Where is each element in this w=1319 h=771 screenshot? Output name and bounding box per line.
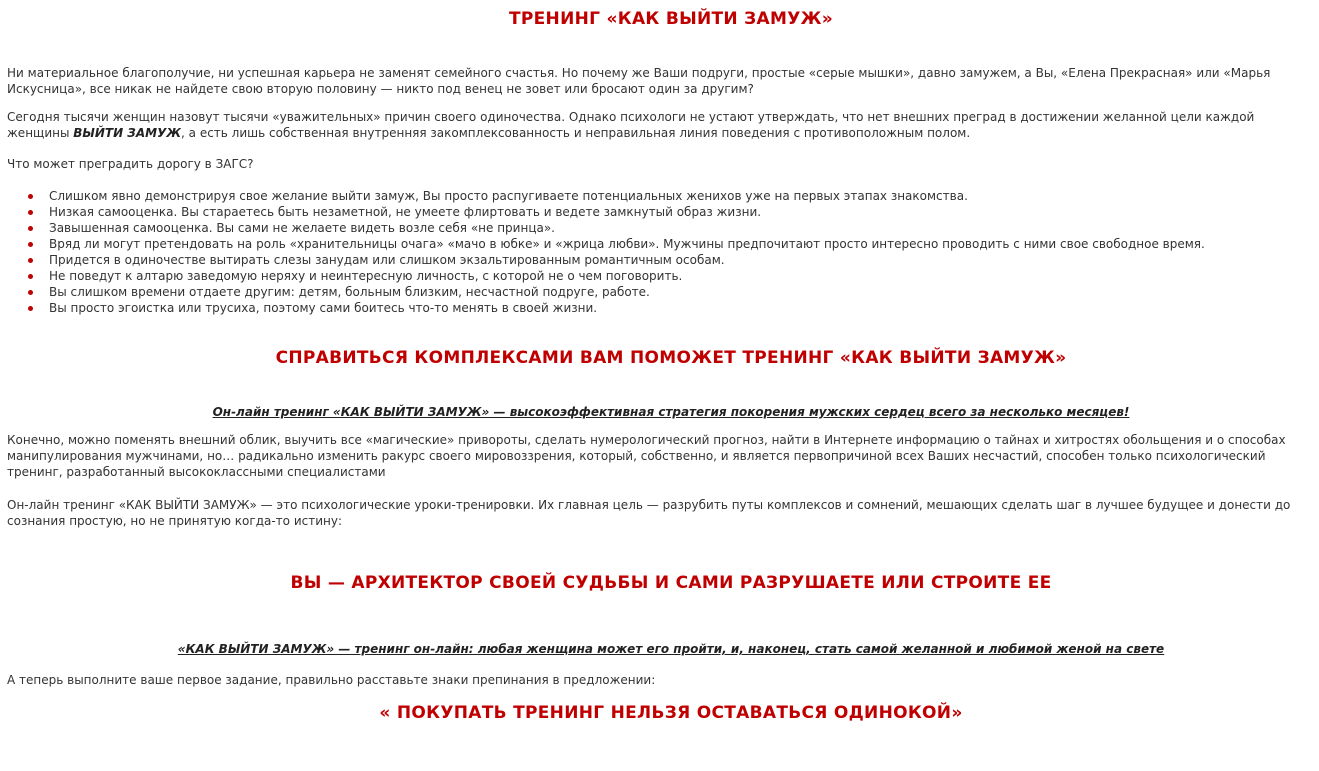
body-paragraph-2: Он-лайн тренинг «КАК ВЫЙТИ ЗАМУЖ» — это психологические уроки-тренировки. Их главная цель — разрубить путы комплексов и сомнений, мешающих сделать шаг в лучшее будущее и донести до сознания простую, но не принятую когда-то истину: (7, 498, 1291, 528)
list-item-text: Вы просто эгоистка или трусиха, поэтому сами боитесь что-то менять в своей жизни. (49, 301, 598, 315)
page-title: ТРЕНИНГ «КАК ВЫЙТИ ЗАМУЖ» (508, 9, 834, 29)
question-text: Что может преградить дорогу в ЗАГС? (7, 157, 254, 171)
list-item (7, 268, 1205, 284)
bullet-icon (28, 242, 33, 247)
reasons-list (7, 188, 1205, 316)
intro-paragraph: Ни материальное благополучие, ни успешная карьера не заменят семейного счастья. Но почему же Ваши подруги, простые «серые мышки», давно замужем, а Вы, «Елена Прекрасная» или «Марья Искусница», все никак не найдете свою вторую половину — никто под венец не зовет или бросают один за другим? (7, 66, 1271, 96)
bullet-icon (28, 194, 33, 199)
list-item (7, 252, 1205, 268)
bullet-icon (28, 226, 33, 231)
section-heading-complexes: СПРАВИТЬСЯ КОМПЛЕКСАМИ ВАМ ПОМОЖЕТ ТРЕНИНГ «КАК ВЫЙТИ ЗАМУЖ» (275, 348, 1067, 368)
list-item (7, 284, 1205, 300)
list-item (7, 300, 1205, 316)
bullet-icon (28, 210, 33, 215)
list-item-text: Придется в одиночестве вытирать слезы занудам или слишком экзальтированным романтичным особам. (49, 253, 725, 267)
bullet-icon (28, 290, 33, 295)
tagline-strategy: Он-лайн тренинг «КАК ВЫЙТИ ЗАМУЖ» — высокоэффективная стратегия покорения мужских сердец всего за несколько месяцев! (212, 405, 1130, 419)
list-item (7, 188, 1205, 204)
body-paragraph: Конечно, можно поменять внешний облик, выучить все «магические» привороты, сделать нумерологический прогноз, найти в Интернете информацию о тайнах и хитростях обольщения и о способах манипулирования мужчинами, но… радикально изменить ракурс своего мировоззрения, который, собственно, и является первопричиной всех Ваших несчастий, способен только психологический тренинг, разработанный высококлассными специалистами (7, 433, 1286, 479)
list-item-text: Вы слишком времени отдаете другим: детям, больным близким, несчастной подруге, работе. (49, 285, 650, 299)
list-item (7, 220, 1205, 236)
punctuation-task-heading: « ПОКУПАТЬ ТРЕНИНГ НЕЛЬЗЯ ОСТАВАТЬСЯ ОДИНОКОЙ» (379, 703, 963, 723)
task-text: А теперь выполните ваше первое задание, правильно расставьте знаки препинания в предложении: (7, 673, 656, 687)
intro-paragraph-2 (7, 109, 1317, 141)
intro-text-start: Сегодня тысячи женщин назовут тысячи «уважительных» причин своего одиночества. Однако психологи не устают утверждать, что нет внешних преград в достижении желанной цели каждой женщины (7, 110, 1255, 140)
bullet-icon (28, 306, 33, 311)
intro-text-end: , а есть лишь собственная внутренняя закомплексованность и неправильная линия поведения с противоположным полом. (181, 126, 971, 140)
list-item-text: Не поведут к алтарю заведомую неряху и неинтересную личность, с которой не о чем поговорить. (49, 269, 683, 283)
list-item (7, 236, 1205, 252)
bullet-icon (28, 258, 33, 263)
intro-emphasis: ВЫЙТИ ЗАМУЖ (73, 126, 182, 140)
list-item-text: Завышенная самооценка. Вы сами не желаете видеть возле себя «не принца». (49, 221, 555, 235)
list-item-text: Вряд ли могут претендовать на роль «хранительницы очага» «мачо в юбке» и «жрица любви». Мужчины предпочитают просто интересно проводить с ними свое свободное время. (49, 237, 1205, 251)
tagline-online: «КАК ВЫЙТИ ЗАМУЖ» — тренинг он-лайн: любая женщина может его пройти, и, наконец, стать самой желанной и любимой женой на свете (177, 642, 1165, 656)
list-item (7, 204, 1205, 220)
bullet-icon (28, 274, 33, 279)
list-item-text: Низкая самооценка. Вы стараетесь быть незаметной, не умеете флиртовать и ведете замкнутый образ жизни. (49, 205, 762, 219)
section-heading-architect: ВЫ — АРХИТЕКТОР СВОЕЙ СУДЬБЫ И САМИ РАЗРУШАЕТЕ ИЛИ СТРОИТЕ ЕЕ (290, 573, 1052, 593)
list-item-text: Слишком явно демонстрируя свое желание выйти замуж, Вы просто распугиваете потенциальных женихов уже на первых этапах знакомства. (49, 189, 968, 203)
